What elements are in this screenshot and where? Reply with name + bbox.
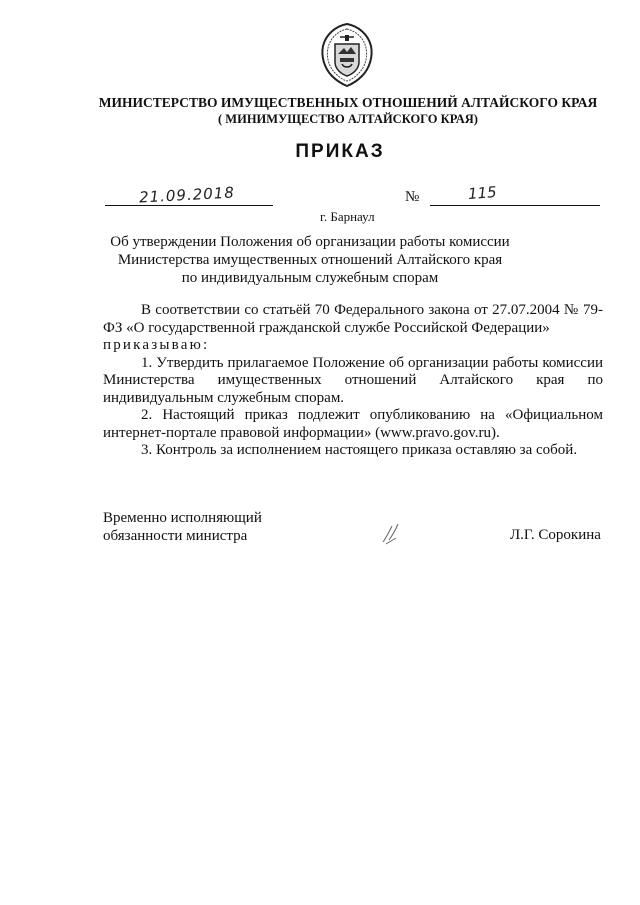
signer-position bbox=[103, 509, 262, 545]
order-item-3: 3. Контроль за исполнением настоящего приказа оставляю за собой. bbox=[141, 442, 578, 458]
coat-of-arms-icon bbox=[318, 22, 376, 88]
date-underline bbox=[105, 205, 273, 206]
document-body bbox=[103, 302, 603, 460]
number-sign: № bbox=[405, 189, 420, 205]
signer-name: Л.Г. Сорокина bbox=[510, 527, 601, 543]
document-subject bbox=[100, 233, 520, 287]
subject-line-1: Об утверждении Положения об организации работы комиссии bbox=[110, 234, 510, 250]
signer-position-line-1: Временно исполняющий bbox=[103, 510, 262, 526]
signature-mark-icon bbox=[380, 520, 402, 546]
city: г. Барнаул bbox=[320, 209, 375, 224]
ministry-short-name: ( МИНИМУЩЕСТВО АЛТАЙСКОГО КРАЯ) bbox=[218, 112, 478, 126]
subject-line-3: по индивидуальным служебным спорам bbox=[181, 270, 439, 286]
preamble: В соответствии со статьёй 70 Федерального закона от 27.07.2004 № 79-ФЗ «О государственной гражданской службе Российской Федерации» bbox=[103, 302, 603, 336]
document-title: ПРИКАЗ bbox=[295, 141, 385, 162]
order-item-1: 1. Утвердить прилагаемое Положение об организации работы комиссии Министерства имущественных отношений Алтайского края по индивидуальным служебным спорам. bbox=[103, 354, 603, 406]
signer-position-line-2: обязанности министра bbox=[103, 528, 248, 544]
handwritten-date: 21.09.2018 bbox=[138, 183, 236, 207]
number-field bbox=[430, 183, 600, 208]
order-word: приказываю: bbox=[103, 337, 210, 353]
date-field bbox=[105, 183, 273, 208]
ministry-name: МИНИСТЕРСТВО ИМУЩЕСТВЕННЫХ ОТНОШЕНИЙ АЛТАЙСКОГО КРАЯ bbox=[98, 95, 598, 110]
subject-line-2: Министерства имущественных отношений Алтайского края bbox=[117, 252, 503, 268]
number-underline bbox=[430, 205, 600, 206]
order-item-2: 2. Настоящий приказ подлежит опубликованию на «Официальном интернет-портале правовой информации» (www.pravo.gov.ru). bbox=[103, 407, 603, 441]
handwritten-number: 115 bbox=[467, 183, 498, 203]
